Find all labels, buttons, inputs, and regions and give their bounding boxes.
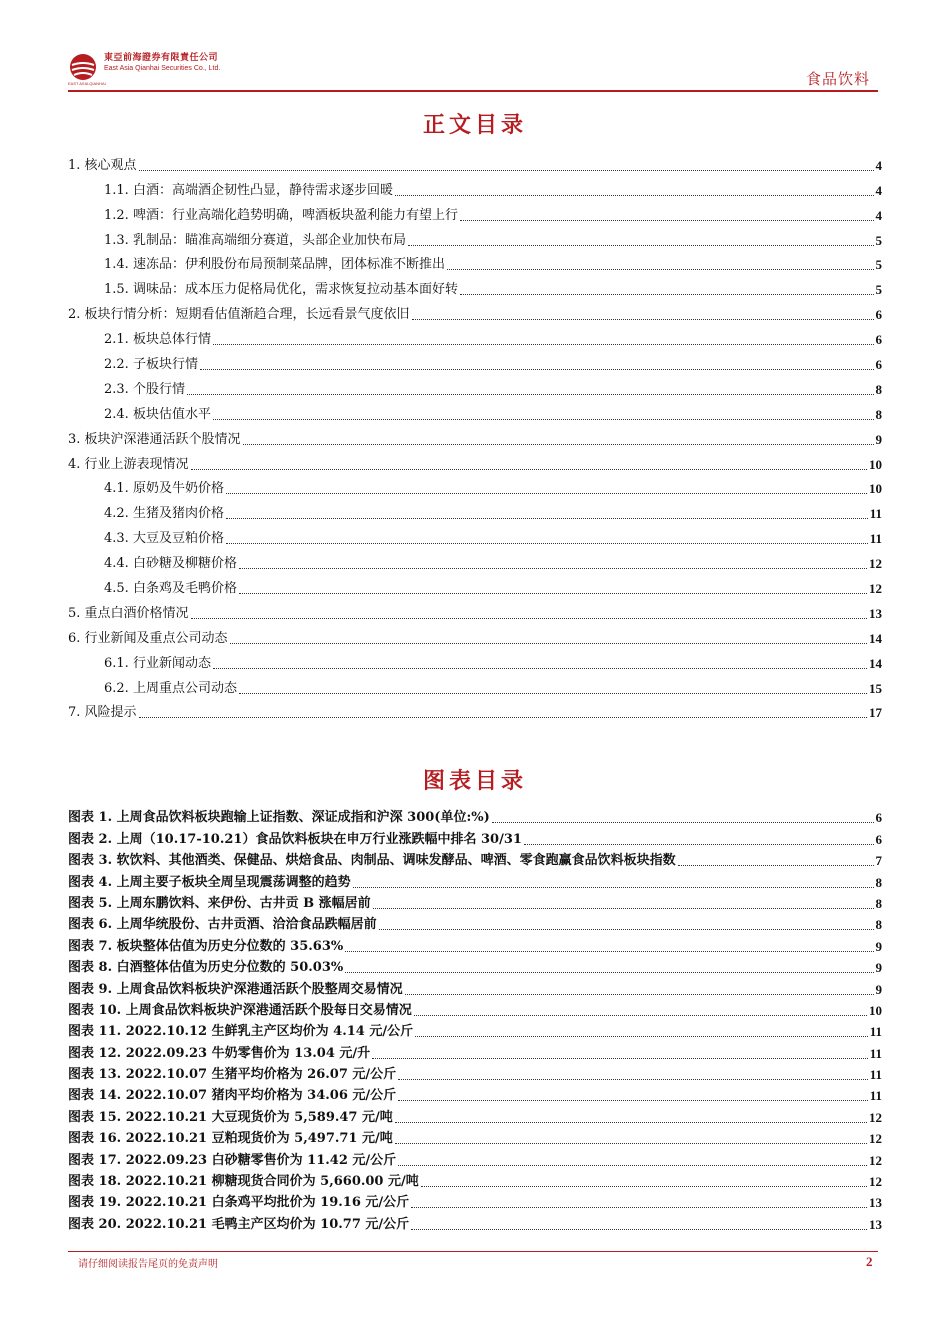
page-header — [68, 46, 878, 92]
figure-prefix: 图表 4. — [68, 874, 113, 890]
figure-entry-label — [68, 916, 379, 934]
header-divider — [68, 90, 878, 92]
dot-leader — [415, 1036, 868, 1037]
figure-prefix: 图表 14. — [68, 1088, 122, 1104]
figure-list — [68, 806, 882, 1234]
toc-entry-page: 8 — [875, 406, 882, 422]
logo-icon — [68, 52, 98, 82]
figure-list-title: 图表目录 — [422, 768, 527, 794]
figure-entry-page: 11 — [869, 1067, 882, 1083]
dot-leader — [213, 668, 867, 669]
toc-entry-label: 4.1. 原奶及牛奶价格 — [104, 481, 224, 497]
footer-disclaimer: 请仔细阅读报告尾页的免责声明 — [78, 1259, 218, 1270]
figure-entry[interactable] — [68, 849, 882, 870]
figure-entry-page: 8 — [875, 895, 882, 911]
toc-entry-page: 9 — [875, 431, 882, 447]
dot-leader — [379, 929, 874, 930]
footer-divider — [68, 1251, 878, 1252]
toc-entry[interactable] — [68, 698, 882, 723]
figure-entry[interactable] — [68, 1170, 882, 1191]
dot-leader — [460, 220, 874, 221]
dot-leader — [226, 543, 868, 544]
figure-entry-page: 11 — [869, 1024, 882, 1040]
toc-entry-label: 1. 核心观点 — [68, 157, 137, 173]
toc-entry-label: 6.2. 上周重点公司动态 — [104, 680, 237, 696]
toc-entry-page: 4 — [875, 157, 882, 173]
toc-entry-page: 5 — [875, 282, 882, 298]
figure-entry[interactable] — [68, 1148, 882, 1169]
figure-entry-page: 10 — [869, 1002, 882, 1018]
figure-prefix: 图表 7. — [68, 938, 113, 954]
figure-entry-label — [68, 981, 405, 999]
dot-leader — [243, 444, 874, 445]
toc-entry[interactable] — [68, 648, 882, 673]
figure-entry-label — [68, 895, 373, 913]
toc-entry-label: 1.1. 白酒：高端酒企韧性凸显，静待需求逐步回暖 — [104, 182, 393, 198]
toc-entry-page: 14 — [869, 655, 882, 671]
dot-leader — [226, 518, 868, 519]
toc-entry-label: 2. 板块行情分析：短期看估值渐趋合理，长远看景气度依旧 — [68, 307, 410, 323]
figure-prefix: 图表 6. — [68, 917, 113, 933]
figure-entry-page: 11 — [869, 1045, 882, 1061]
toc-entry-label: 4.4. 白砂糖及柳糖价格 — [104, 556, 237, 572]
dot-leader — [191, 469, 867, 470]
toc-entry[interactable] — [68, 623, 882, 648]
figure-entry[interactable] — [68, 977, 882, 998]
figure-entry[interactable] — [68, 1105, 882, 1126]
figure-entry-page: 12 — [869, 1174, 882, 1190]
dot-leader — [230, 643, 867, 644]
toc-entry-label: 1.5. 调味品：成本压力促格局优化，需求恢复拉动基本面好转 — [104, 282, 458, 298]
figure-text: 上周食品饮料板块沪深港通活跃个股整周交易情况 — [116, 981, 403, 997]
figure-entry-page: 6 — [875, 831, 882, 847]
dot-leader — [408, 245, 874, 246]
toc-entry[interactable] — [68, 523, 882, 548]
dot-leader — [213, 419, 874, 420]
figure-entry-label — [68, 1045, 372, 1063]
figure-entry-label — [68, 1130, 395, 1148]
figure-prefix: 图表 1. — [68, 810, 113, 826]
page-number: 2 — [866, 1254, 873, 1269]
figure-prefix: 图表 18. — [68, 1174, 122, 1190]
figure-prefix: 图表 12. — [68, 1045, 122, 1061]
toc-entry[interactable] — [68, 399, 882, 424]
dot-leader — [395, 1122, 867, 1123]
toc-entry-label: 4.2. 生猪及猪肉价格 — [104, 506, 224, 522]
dot-leader — [213, 344, 874, 345]
figure-entry-page: 9 — [875, 981, 882, 997]
toc-entry-label: 7. 风险提示 — [68, 705, 137, 721]
toc-entry-page: 11 — [869, 531, 882, 547]
figure-entry-page: 13 — [869, 1216, 882, 1232]
toc-entry-label: 2.4. 板块估值水平 — [104, 406, 211, 422]
toc-entry[interactable] — [68, 150, 882, 175]
figure-prefix: 图表 15. — [68, 1109, 122, 1125]
logo-tagline: EAST ASIA QIANHAI — [68, 81, 106, 86]
figure-text: 2022.10.21 大豆现货价为 5,589.47 元/吨 — [125, 1109, 393, 1125]
dot-leader — [345, 972, 873, 973]
figure-entry[interactable] — [68, 806, 882, 827]
figure-entry-label — [68, 1066, 398, 1084]
figure-entry-label — [68, 831, 524, 849]
toc-entry-label: 1.2. 啤酒：行业高端化趋势明确，啤酒板块盈利能力有望上行 — [104, 207, 458, 223]
dot-leader — [200, 369, 874, 370]
toc-entry-label: 4. 行业上游表现情况 — [68, 456, 189, 472]
figure-entry[interactable] — [68, 1041, 882, 1062]
company-logo — [68, 52, 220, 82]
toc-entry-page: 6 — [875, 357, 882, 373]
dot-leader — [239, 568, 867, 569]
figure-entry-label — [68, 938, 345, 956]
figure-text: 2022.10.07 生猪平均价格为 26.07 元/公斤 — [125, 1067, 397, 1083]
figure-text: 软饮料、其他酒类、保健品、烘焙食品、肉制品、调味发酵品、啤酒、零食跑赢食品饮料板块指数 — [116, 853, 676, 869]
toc-entry-label: 2.2. 子板块行情 — [104, 357, 198, 373]
dot-leader — [678, 865, 874, 866]
figure-entry-page: 8 — [875, 917, 882, 933]
figure-entry-label — [68, 1002, 414, 1020]
toc-entry-page: 6 — [875, 332, 882, 348]
toc-entry[interactable] — [68, 324, 882, 349]
dot-leader — [226, 493, 867, 494]
figure-text: 上周（10.17-10.21）食品饮料板块在申万行业涨跌幅中排名 30/31 — [116, 831, 522, 847]
toc-entry-page: 17 — [869, 705, 882, 721]
figure-entry-page: 9 — [875, 960, 882, 976]
figure-entry-page: 12 — [869, 1131, 882, 1147]
figure-prefix: 图表 9. — [68, 981, 113, 997]
dot-leader — [139, 717, 867, 718]
toc-entry-label: 2.3. 个股行情 — [104, 381, 185, 397]
figure-entry-page: 12 — [869, 1109, 882, 1125]
figure-entry[interactable] — [68, 870, 882, 891]
figure-entry-page: 8 — [875, 874, 882, 890]
toc-entry[interactable] — [68, 200, 882, 225]
toc-entry-page: 4 — [875, 207, 882, 223]
figure-prefix: 图表 2. — [68, 831, 113, 847]
figure-prefix: 图表 19. — [68, 1195, 122, 1211]
figure-text: 上周华统股份、古井贡酒、洽洽食品跌幅居前 — [116, 917, 377, 933]
dot-leader — [191, 618, 867, 619]
toc-entry-page: 12 — [869, 556, 882, 572]
dot-leader — [345, 951, 873, 952]
toc-entry-label: 3. 板块沪深港通活跃个股情况 — [68, 431, 241, 447]
figure-entry[interactable] — [68, 1191, 882, 1212]
figure-entry[interactable] — [68, 827, 882, 848]
figure-prefix: 图表 13. — [68, 1067, 122, 1083]
dot-leader — [414, 1015, 867, 1016]
toc-entry[interactable] — [68, 274, 882, 299]
dot-leader — [372, 1058, 868, 1059]
dot-leader — [239, 693, 867, 694]
dot-leader — [398, 1100, 868, 1101]
figure-prefix: 图表 11. — [68, 1024, 122, 1040]
figure-prefix: 图表 16. — [68, 1131, 122, 1147]
company-name-cn: 東亞前海證券有限責任公司 — [104, 53, 219, 63]
dot-leader — [492, 822, 874, 823]
figure-text: 上周食品饮料板块跑输上证指数、深证成指和沪深 300(单位:%) — [116, 810, 490, 826]
dot-leader — [373, 908, 874, 909]
dot-leader — [139, 170, 874, 171]
figure-entry[interactable] — [68, 956, 882, 977]
dot-leader — [447, 269, 874, 270]
figure-text: 2022.09.23 白砂糖零售价为 11.42 元/公斤 — [125, 1152, 397, 1168]
dot-leader — [398, 1165, 867, 1166]
toc-entry-page: 10 — [869, 481, 882, 497]
figure-text: 2022.10.07 猪肉平均价格为 34.06 元/公斤 — [125, 1088, 397, 1104]
dot-leader — [405, 994, 874, 995]
toc-entry[interactable] — [68, 449, 882, 474]
figure-text: 上周食品饮料板块沪深港通活跃个股每日交易情况 — [125, 1002, 412, 1018]
dot-leader — [524, 844, 874, 845]
figure-entry-page: 12 — [869, 1152, 882, 1168]
dot-leader — [411, 1207, 867, 1208]
toc-entry-page: 14 — [869, 630, 882, 646]
figure-entry-label — [68, 852, 678, 870]
figure-prefix: 图表 5. — [68, 895, 113, 911]
figure-text: 2022.10.21 豆粕现货价为 5,497.71 元/吨 — [125, 1131, 393, 1147]
figure-entry-label — [68, 1087, 398, 1105]
figure-prefix: 图表 3. — [68, 853, 113, 869]
figure-entry-label — [68, 1152, 398, 1170]
toc-entry[interactable] — [68, 573, 882, 598]
toc-entry[interactable] — [68, 498, 882, 523]
dot-leader — [395, 195, 874, 196]
toc-entry-page: 15 — [869, 680, 882, 696]
figure-entry-label — [68, 874, 353, 892]
figure-text: 2022.10.12 生鲜乳主产区均价为 4.14 元/公斤 — [125, 1024, 414, 1040]
dot-leader — [421, 1186, 867, 1187]
figure-entry-page: 11 — [869, 1088, 882, 1104]
toc-entry-label: 6. 行业新闻及重点公司动态 — [68, 630, 228, 646]
toc-entry-label: 4.5. 白条鸡及毛鸭价格 — [104, 581, 237, 597]
figure-text: 板块整体估值为历史分位数的 35.63% — [116, 938, 344, 954]
figure-entry-label — [68, 1173, 421, 1191]
figure-entry[interactable] — [68, 913, 882, 934]
toc-entry[interactable] — [68, 175, 882, 200]
toc-entry[interactable] — [68, 673, 882, 698]
dot-leader — [411, 1229, 867, 1230]
toc-entry-page: 5 — [875, 232, 882, 248]
figure-entry-page: 6 — [875, 810, 882, 826]
company-name-en: East Asia Qianhai Securities Co., Ltd. — [104, 65, 221, 72]
figure-text: 上周主要子板块全周呈现震荡调整的趋势 — [116, 874, 351, 890]
figure-entry[interactable] — [68, 1063, 882, 1084]
figure-entry-label — [68, 1023, 415, 1041]
figure-entry[interactable] — [68, 1212, 882, 1233]
toc-entry[interactable] — [68, 250, 882, 275]
toc-entry[interactable] — [68, 474, 882, 499]
toc-entry[interactable] — [68, 349, 882, 374]
figure-entry-label — [68, 1109, 395, 1127]
toc-entry-label: 5. 重点白酒价格情况 — [68, 605, 189, 621]
dot-leader — [395, 1143, 867, 1144]
toc-entry-page: 11 — [869, 506, 882, 522]
toc-entry-label: 4.3. 大豆及豆粕价格 — [104, 531, 224, 547]
figure-entry[interactable] — [68, 934, 882, 955]
toc-list — [68, 150, 882, 722]
toc-entry-label: 2.1. 板块总体行情 — [104, 332, 211, 348]
figure-entry[interactable] — [68, 892, 882, 913]
dot-leader — [187, 394, 874, 395]
toc-entry[interactable] — [68, 374, 882, 399]
toc-entry-label: 6.1. 行业新闻动态 — [104, 655, 211, 671]
toc-entry-label: 1.4. 速冻品：伊利股份布局预制菜品牌，团体标准不断推出 — [104, 257, 445, 273]
toc-entry[interactable] — [68, 598, 882, 623]
figure-text: 2022.10.21 柳糖现货合同价为 5,660.00 元/吨 — [125, 1174, 419, 1190]
figure-prefix: 图表 8. — [68, 960, 113, 976]
dot-leader — [239, 593, 867, 594]
toc-entry-page: 8 — [875, 381, 882, 397]
figure-entry-label — [68, 1194, 411, 1212]
figure-prefix: 图表 10. — [68, 1002, 122, 1018]
figure-entry-page: 13 — [869, 1195, 882, 1211]
dot-leader — [460, 294, 874, 295]
figure-text: 上周东鹏饮料、来伊份、古井贡 B 涨幅居前 — [116, 895, 371, 911]
dot-leader — [398, 1079, 868, 1080]
figure-entry[interactable] — [68, 1084, 882, 1105]
figure-entry[interactable] — [68, 1020, 882, 1041]
toc-entry[interactable] — [68, 424, 882, 449]
report-category: 食品饮料 — [805, 70, 870, 88]
figure-entry[interactable] — [68, 999, 882, 1020]
toc-entry-page: 10 — [869, 456, 882, 472]
figure-text: 2022.10.21 白条鸡平均批价为 19.16 元/公斤 — [125, 1195, 410, 1211]
toc-entry-page: 6 — [875, 307, 882, 323]
figure-prefix: 图表 17. — [68, 1152, 122, 1168]
toc-entry[interactable] — [68, 548, 882, 573]
figure-entry-page: 9 — [875, 938, 882, 954]
toc-entry-label: 1.3. 乳制品：瞄准高端细分赛道，头部企业加快布局 — [104, 232, 406, 248]
figure-text: 2022.09.23 牛奶零售价为 13.04 元/升 — [125, 1045, 371, 1061]
toc-entry-page: 4 — [875, 182, 882, 198]
dot-leader — [353, 887, 874, 888]
toc-title: 正文目录 — [422, 112, 527, 138]
figure-entry-label — [68, 809, 492, 827]
toc-entry[interactable] — [68, 299, 882, 324]
figure-entry-label — [68, 1216, 411, 1234]
toc-entry-page: 13 — [869, 605, 882, 621]
figure-prefix: 图表 20. — [68, 1216, 122, 1232]
dot-leader — [412, 319, 874, 320]
toc-entry[interactable] — [68, 225, 882, 250]
toc-entry-page: 5 — [875, 257, 882, 273]
figure-entry[interactable] — [68, 1127, 882, 1148]
figure-entry-label — [68, 959, 345, 977]
toc-entry-page: 12 — [869, 581, 882, 597]
figure-text: 2022.10.21 毛鸭主产区均价为 10.77 元/公斤 — [125, 1216, 410, 1232]
figure-entry-page: 7 — [875, 853, 882, 869]
figure-text: 白酒整体估值为历史分位数的 50.03% — [116, 960, 344, 976]
